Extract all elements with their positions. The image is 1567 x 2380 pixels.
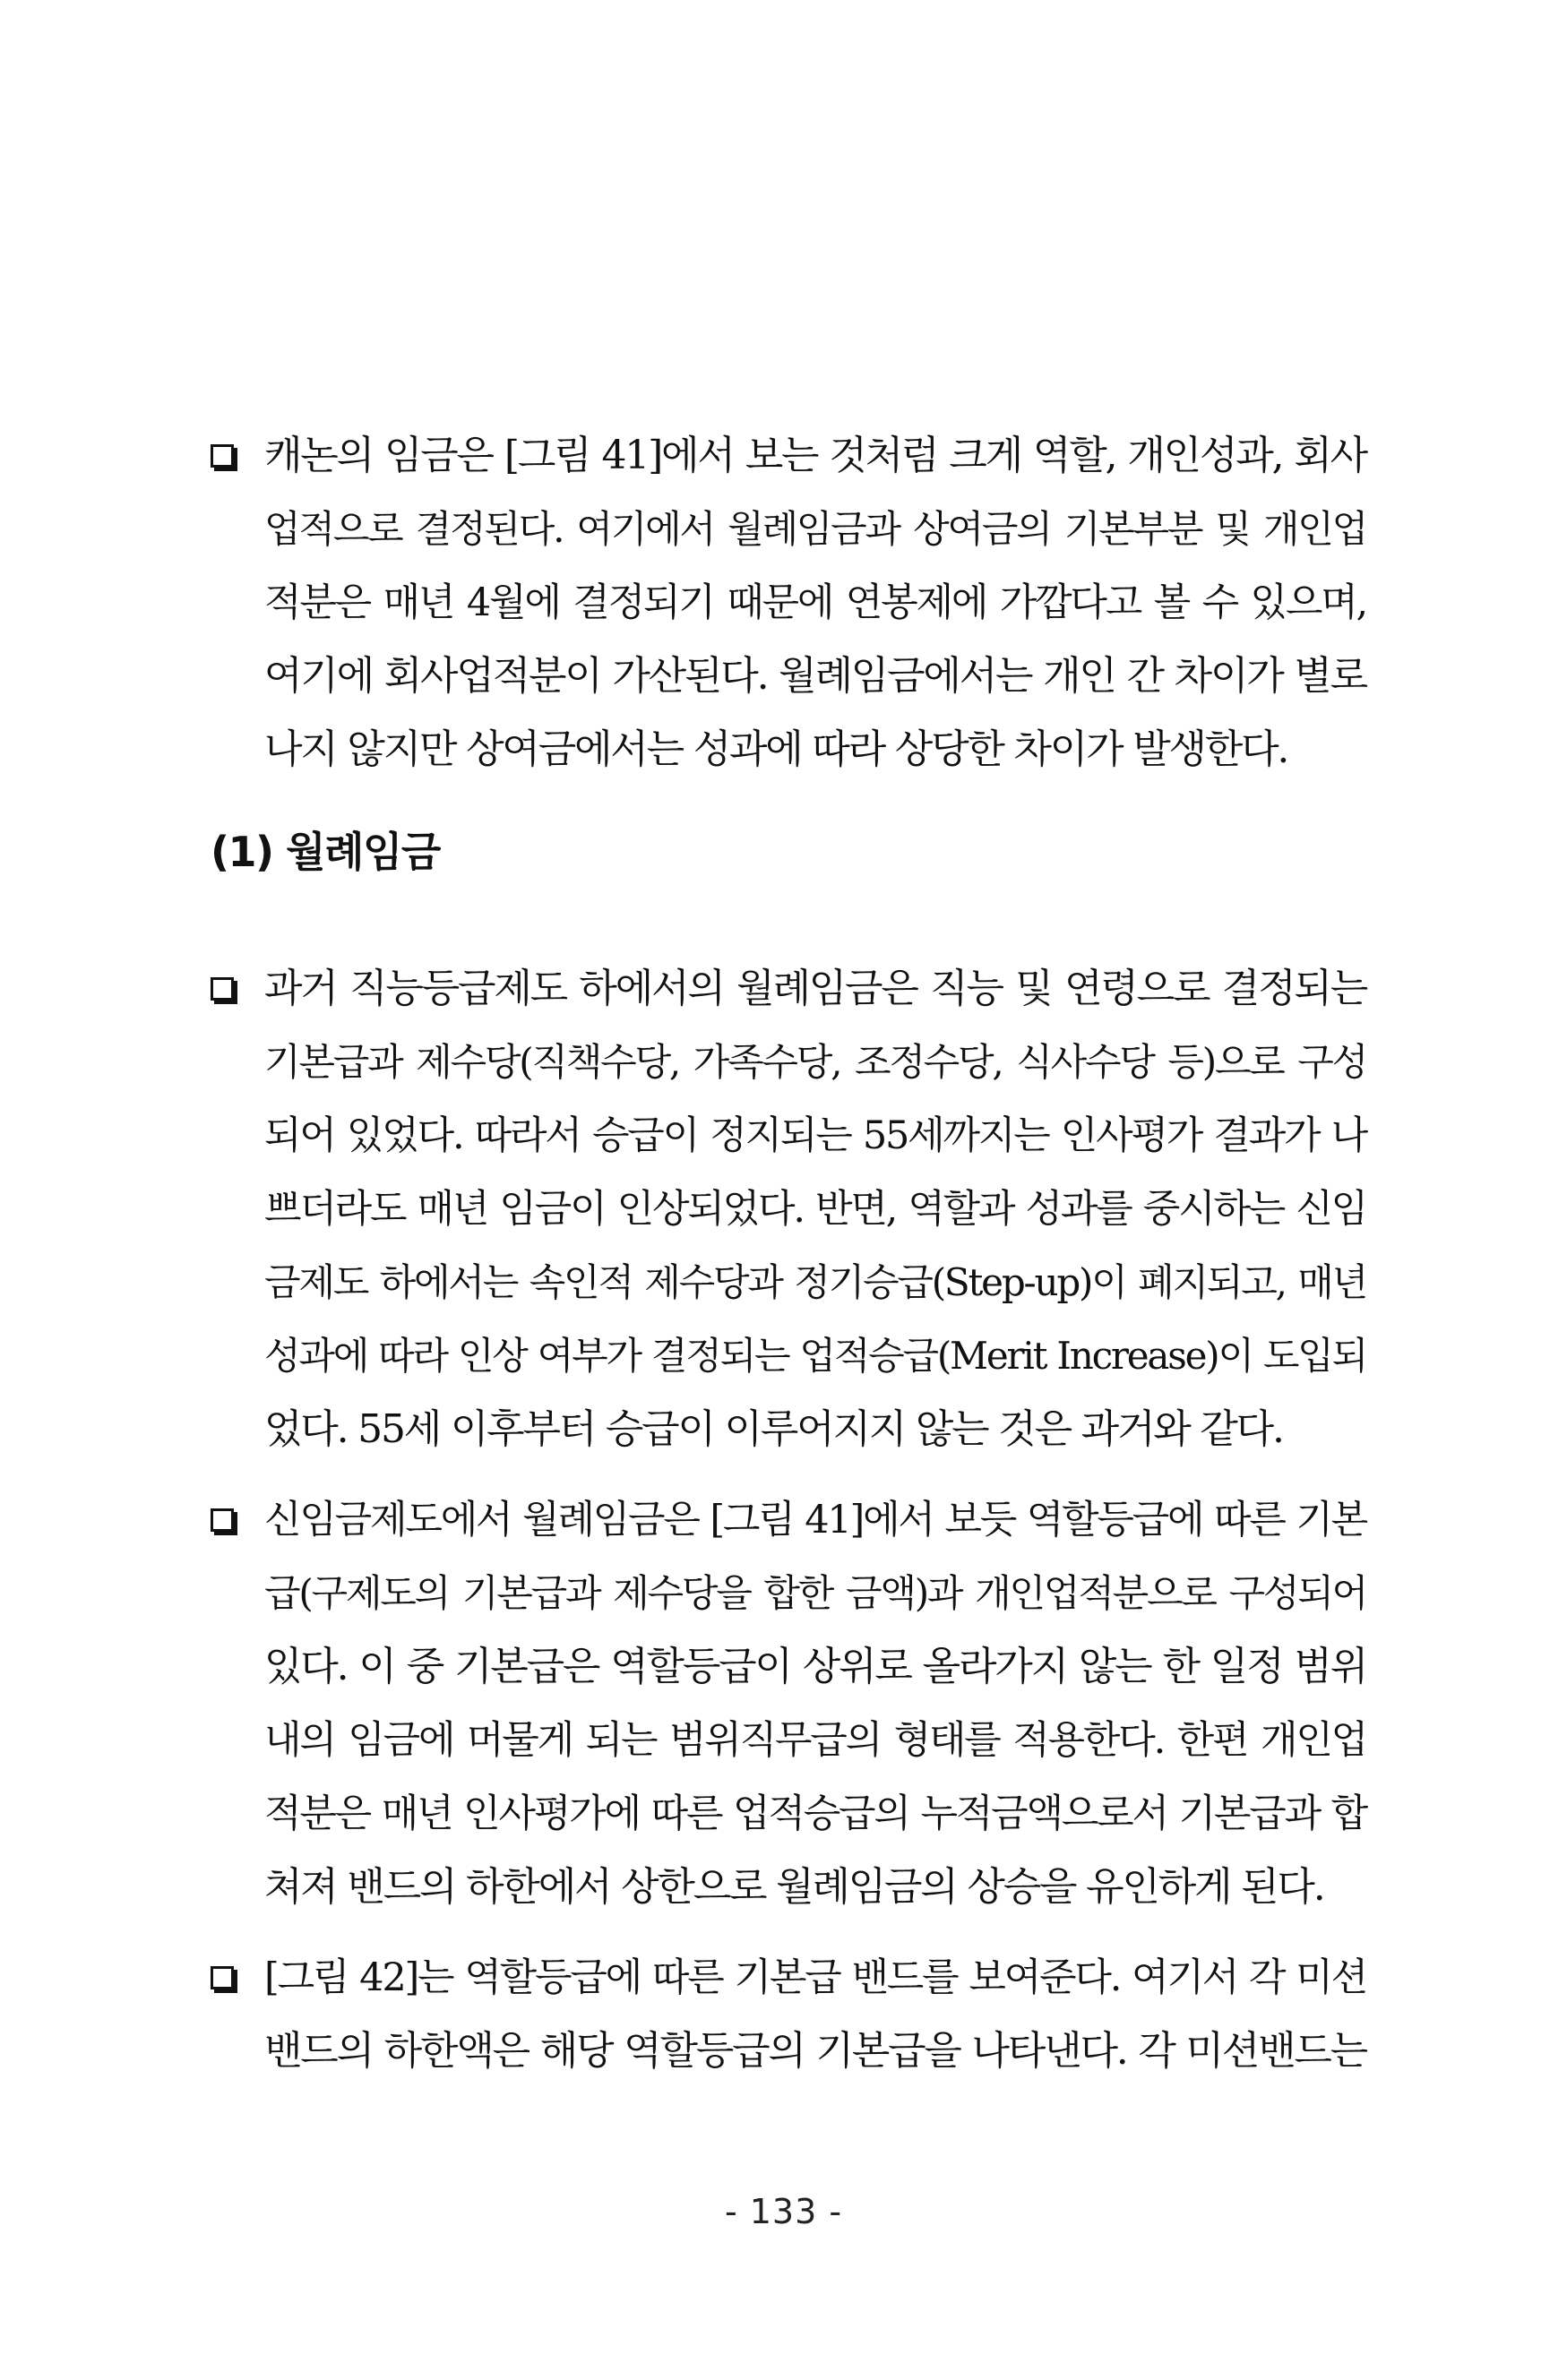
text-line: 성과에 따라 인상 여부가 결정되는 업적승급(Merit Increase)이 도입되: [264, 1334, 1366, 1378]
checkbox-bullet-icon: [211, 1508, 234, 1532]
checkbox-bullet-icon: [211, 1966, 234, 1989]
text-line: 업적으로 결정된다. 여기에서 월례임금과 상여금의 기본부분 및 개인업: [264, 507, 1366, 551]
paragraph-text: [264, 1496, 1366, 1937]
page-number: - 133 -: [724, 2192, 843, 2231]
paragraph-text: [264, 432, 1366, 799]
text-line: 내의 임금에 머물게 되는 범위직무급의 형태를 적용한다. 한편 개인업: [264, 1718, 1366, 1763]
text-line: 과거 직능등급제도 하에서의 월례임금은 직능 및 연령으로 결정되는: [264, 966, 1366, 1011]
text-line: 었다. 55세 이후부터 승급이 이루어지지 않는 것은 과거와 같다.: [264, 1406, 1283, 1452]
text-line: 나지 않지만 상여금에서는 성과에 따라 상당한 차이가 발생한다.: [264, 726, 1288, 772]
checkbox-bullet-icon: [211, 444, 234, 468]
text-line: 밴드의 하한액은 해당 역할등급의 기본급을 나타낸다. 각 미션밴드는: [264, 2028, 1366, 2074]
text-line: 금제도 하에서는 속인적 제수당과 정기승급(Step-up)이 폐지되고, 매년: [264, 1260, 1366, 1304]
text-line: 쁘더라도 매년 임금이 인상되었다. 반면, 역할과 성과를 중시하는 신임: [264, 1187, 1366, 1232]
text-line: 있다. 이 중 기본급은 역할등급이 상위로 올라가지 않는 한 일정 범위: [264, 1644, 1366, 1689]
text-line: 기본급과 제수당(직책수당, 가족수당, 조정수당, 식사수당 등)으로 구성: [264, 1040, 1366, 1084]
section-heading: (1) 월례임금: [211, 828, 440, 876]
text-line: 적분은 매년 인사평가에 따른 업적승급의 누적금액으로서 기본급과 합: [264, 1791, 1366, 1836]
paragraph-text: [264, 1954, 1366, 2101]
text-line: 적분은 매년 4월에 결정되기 때문에 연봉제에 가깝다고 볼 수 있으며,: [264, 580, 1366, 625]
text-line: 신임금제도에서 월례임금은 [그림 41]에서 보듯 역할등급에 따른 기본: [264, 1498, 1366, 1542]
text-line: 급(구제도의 기본급과 제수당을 합한 금액)과 개인업적분으로 구성되어: [264, 1571, 1366, 1615]
checkbox-bullet-icon: [211, 977, 234, 1001]
paragraph-text: [264, 965, 1366, 1479]
text-line: 캐논의 임금은 [그림 41]에서 보는 것처럼 크게 역할, 개인성과, 회사: [264, 433, 1366, 478]
text-line: [그림 42]는 역할등급에 따른 기본급 밴드를 보여준다. 여기서 각 미션: [264, 1955, 1366, 2000]
text-line: 되어 있었다. 따라서 승급이 정지되는 55세까지는 인사평가 결과가 나: [264, 1113, 1366, 1158]
text-line: 쳐져 밴드의 하한에서 상한으로 월례임금의 상승을 유인하게 된다.: [264, 1864, 1324, 1910]
text-line: 여기에 회사업적분이 가산된다. 월례임금에서는 개인 간 차이가 별로: [264, 653, 1366, 699]
